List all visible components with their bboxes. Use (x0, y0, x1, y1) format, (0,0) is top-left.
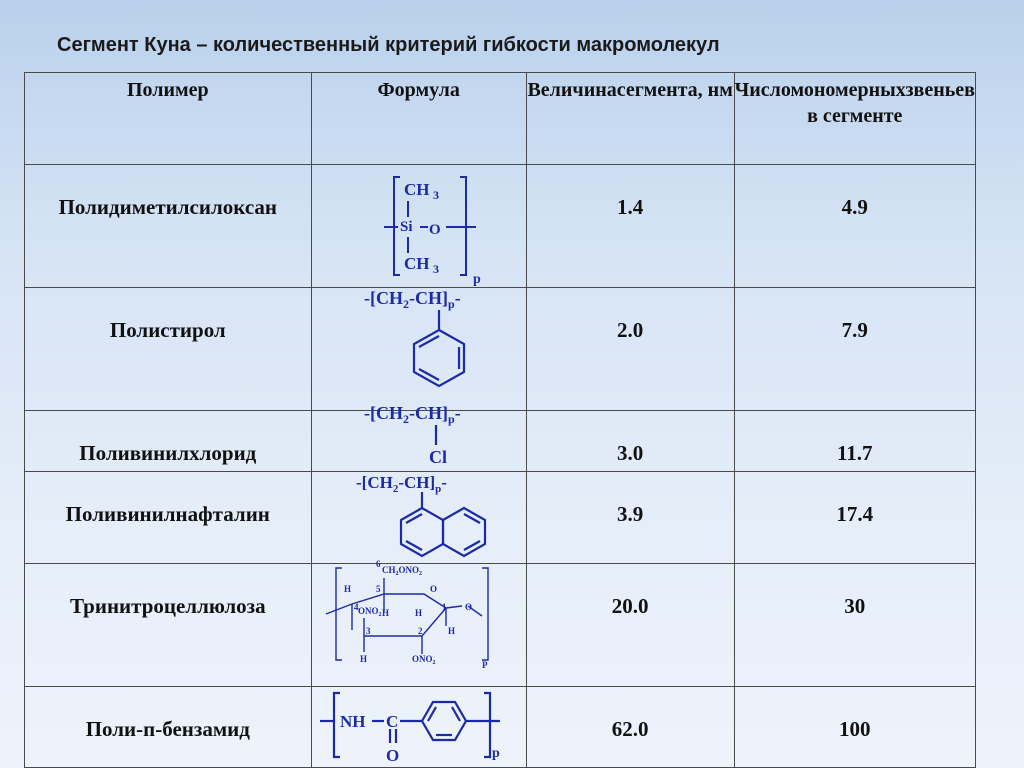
header-polymer: Полимер (25, 73, 312, 165)
segment-size: 3.9 (526, 472, 734, 564)
svg-text:H: H (447, 626, 455, 636)
svg-text:CH2ONO2: $CH_2ONO_2$ (381, 565, 422, 577)
svg-text:1: 1 (441, 602, 447, 612)
formula-trinitrocellulose (311, 559, 526, 687)
header-monomer-count: Числомономерныхзвеньев в сегменте (734, 73, 975, 165)
table-row (25, 411, 976, 472)
table-header-row (25, 73, 976, 165)
svg-text:3: 3 (432, 262, 439, 276)
formula-ppba (311, 687, 526, 768)
pvn-structure (312, 472, 528, 563)
svg-text:CH: CH (403, 254, 430, 273)
formula-pvn (311, 472, 526, 564)
polymer-name: Поли-п-бензамид (25, 687, 312, 768)
table-row (25, 288, 976, 411)
svg-text:p: p (472, 272, 481, 287)
svg-text:2: 2 (417, 626, 423, 636)
svg-text:ONO2: $ONO_2$ (357, 606, 382, 618)
header-formula: Формула (311, 73, 526, 165)
polystyrene-structure (312, 288, 528, 410)
segment-size: 20.0 (526, 564, 734, 687)
pvc-structure (312, 401, 528, 471)
table-row (25, 564, 976, 687)
svg-text:H: H (414, 608, 422, 618)
svg-text:H: H (343, 584, 351, 594)
polymer-name: Полистирол (25, 288, 312, 411)
monomer-count: 4.9 (734, 165, 975, 288)
svg-text:3: 3 (365, 626, 371, 636)
formula-polystyrene (311, 288, 526, 411)
formula-pdms (311, 165, 526, 288)
pdms-structure (312, 165, 528, 287)
header-segment-size: Величинасегмента, нм (526, 73, 734, 165)
polymer-name: Поливинилхлорид (25, 411, 312, 472)
segment-size: 1.4 (526, 165, 734, 288)
monomer-count: 100 (734, 687, 975, 768)
svg-text:3: 3 (432, 188, 439, 202)
svg-text:Si: Si (399, 219, 413, 235)
svg-text:6: 6 (375, 559, 381, 569)
segment-size: 62.0 (526, 687, 734, 768)
svg-text:O: O (385, 746, 399, 765)
kuhn-segment-table (24, 72, 976, 768)
svg-text:4: 4 (353, 602, 359, 612)
svg-text:-[CH2-CH]p-: $-[CH_2-CH]_p-$ (363, 403, 461, 426)
svg-text:-[CH2-CH]p-: $-[CH_2-CH]_p-$ (363, 288, 461, 311)
polymer-name: Поливинилнафталин (25, 472, 312, 564)
svg-text:O: O (464, 602, 472, 612)
segment-size: 3.0 (526, 411, 734, 472)
page-title: Сегмент Куна – количественный критерий гибкости макромолекул (57, 34, 720, 56)
svg-text:O: O (428, 222, 441, 238)
formula-pvc (311, 403, 526, 472)
table-row (25, 687, 976, 768)
svg-text:-[CH2-CH]p-: $-[CH_2-CH]_p-$ (355, 473, 447, 495)
polymer-name: Полидиметилсилоксан (25, 165, 312, 288)
table-row (25, 165, 976, 288)
monomer-count: 11.7 (734, 411, 975, 472)
svg-text:C: C (385, 712, 398, 731)
monomer-count: 17.4 (734, 472, 975, 564)
polymer-name: Тринитроцеллюлоза (25, 564, 312, 687)
monomer-count: 7.9 (734, 288, 975, 411)
svg-text:Cl: Cl (428, 447, 447, 467)
ppba-structure (312, 687, 528, 767)
segment-size: 2.0 (526, 288, 734, 411)
svg-text:p: p (491, 746, 500, 761)
monomer-count: 30 (734, 564, 975, 687)
trinitrocellulose-structure (312, 559, 528, 686)
svg-text:5: 5 (375, 584, 381, 594)
svg-text:NH: NH (339, 712, 366, 731)
svg-text:H: H (359, 654, 367, 664)
svg-text:CH: CH (403, 180, 430, 199)
svg-text:P: P (481, 660, 488, 670)
svg-text:H: H (381, 608, 389, 618)
svg-text:ONO2: $ONO_2$ (411, 654, 436, 666)
svg-text:O: O (429, 584, 437, 594)
table-row (25, 472, 976, 564)
